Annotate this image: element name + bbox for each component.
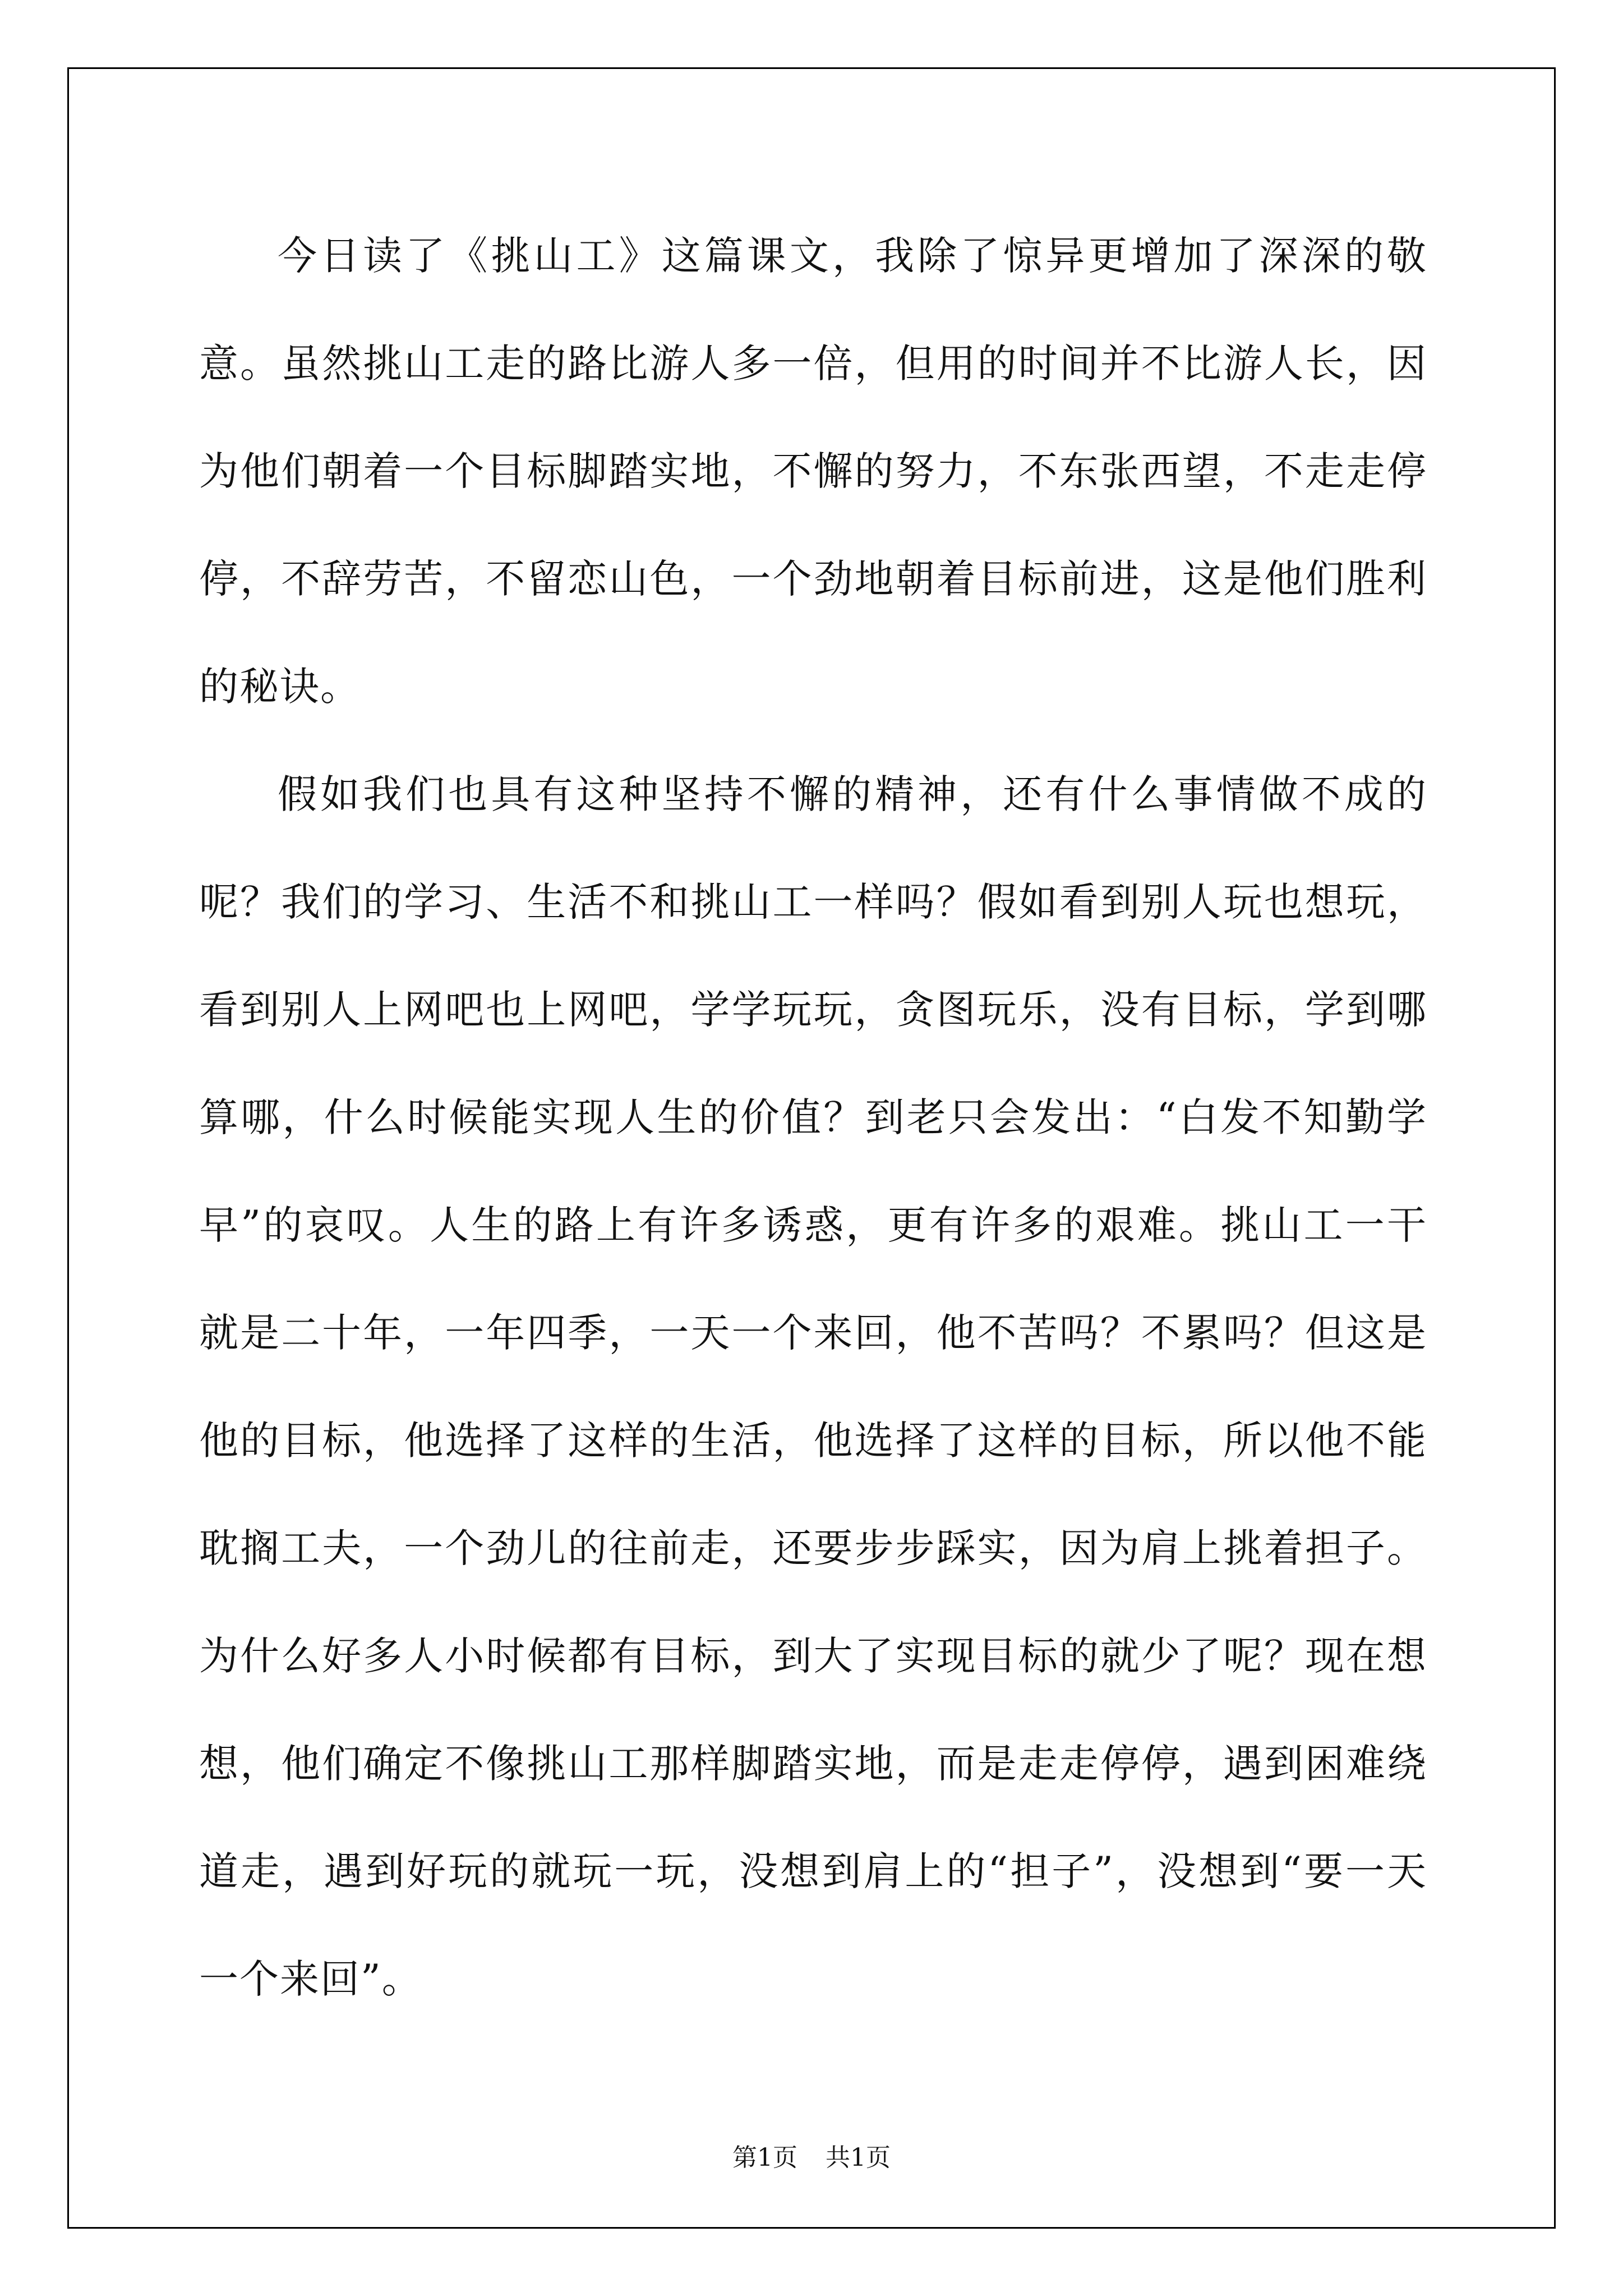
page-number-total: 共1页 xyxy=(826,2143,891,2172)
page-number-current: 第1页 xyxy=(732,2143,797,2172)
paragraph-1: 今日读了《挑山工》这篇课文，我除了惊异更增加了深深的敬意。虽然挑山工走的路比游人多一倍，但用的时间并不比游人长，因为他们朝着一个目标脚踏实地，不懈的努力，不东张西望，不走走停停，不辞劳苦，不留恋山色，一个劲地朝着目标前进，这是他们胜利的秘诀。 xyxy=(199,233,1427,710)
paragraph-2: 假如我们也具有这种坚持不懈的精神，还有什么事情做不成的呢？我们的学习、生活不和挑山工一样吗？假如看到别人玩也想玩，看到别人上网吧也上网吧，学学玩玩，贪图玩乐，没有目标，学到哪算哪，什么时候能实现人生的价值？到老只会发出：“白发不知勤学早”的哀叹。人生的路上有许多诱惑，更有许多的艰难。挑山工一干就是二十年，一年四季，一天一个来回，他不苦吗？不累吗？但这是他的目标，他选择了这样的生活，他选择了这样的目标，所以他不能耽搁工夫，一个劲儿的往前走，还要步步踩实，因为肩上挑着担子。为什么好多人小时候都有目标，到大了实现目标的就少了呢？现在想想，他们确定不像挑山工那样脚踏实地，而是走走停停，遇到困难绕道走，遇到好玩的就玩一玩，没想到肩上的“担子”，没想到“要一天一个来回”。 xyxy=(199,771,1427,2002)
page-footer xyxy=(0,2137,1623,2173)
document-body xyxy=(199,202,1427,2033)
